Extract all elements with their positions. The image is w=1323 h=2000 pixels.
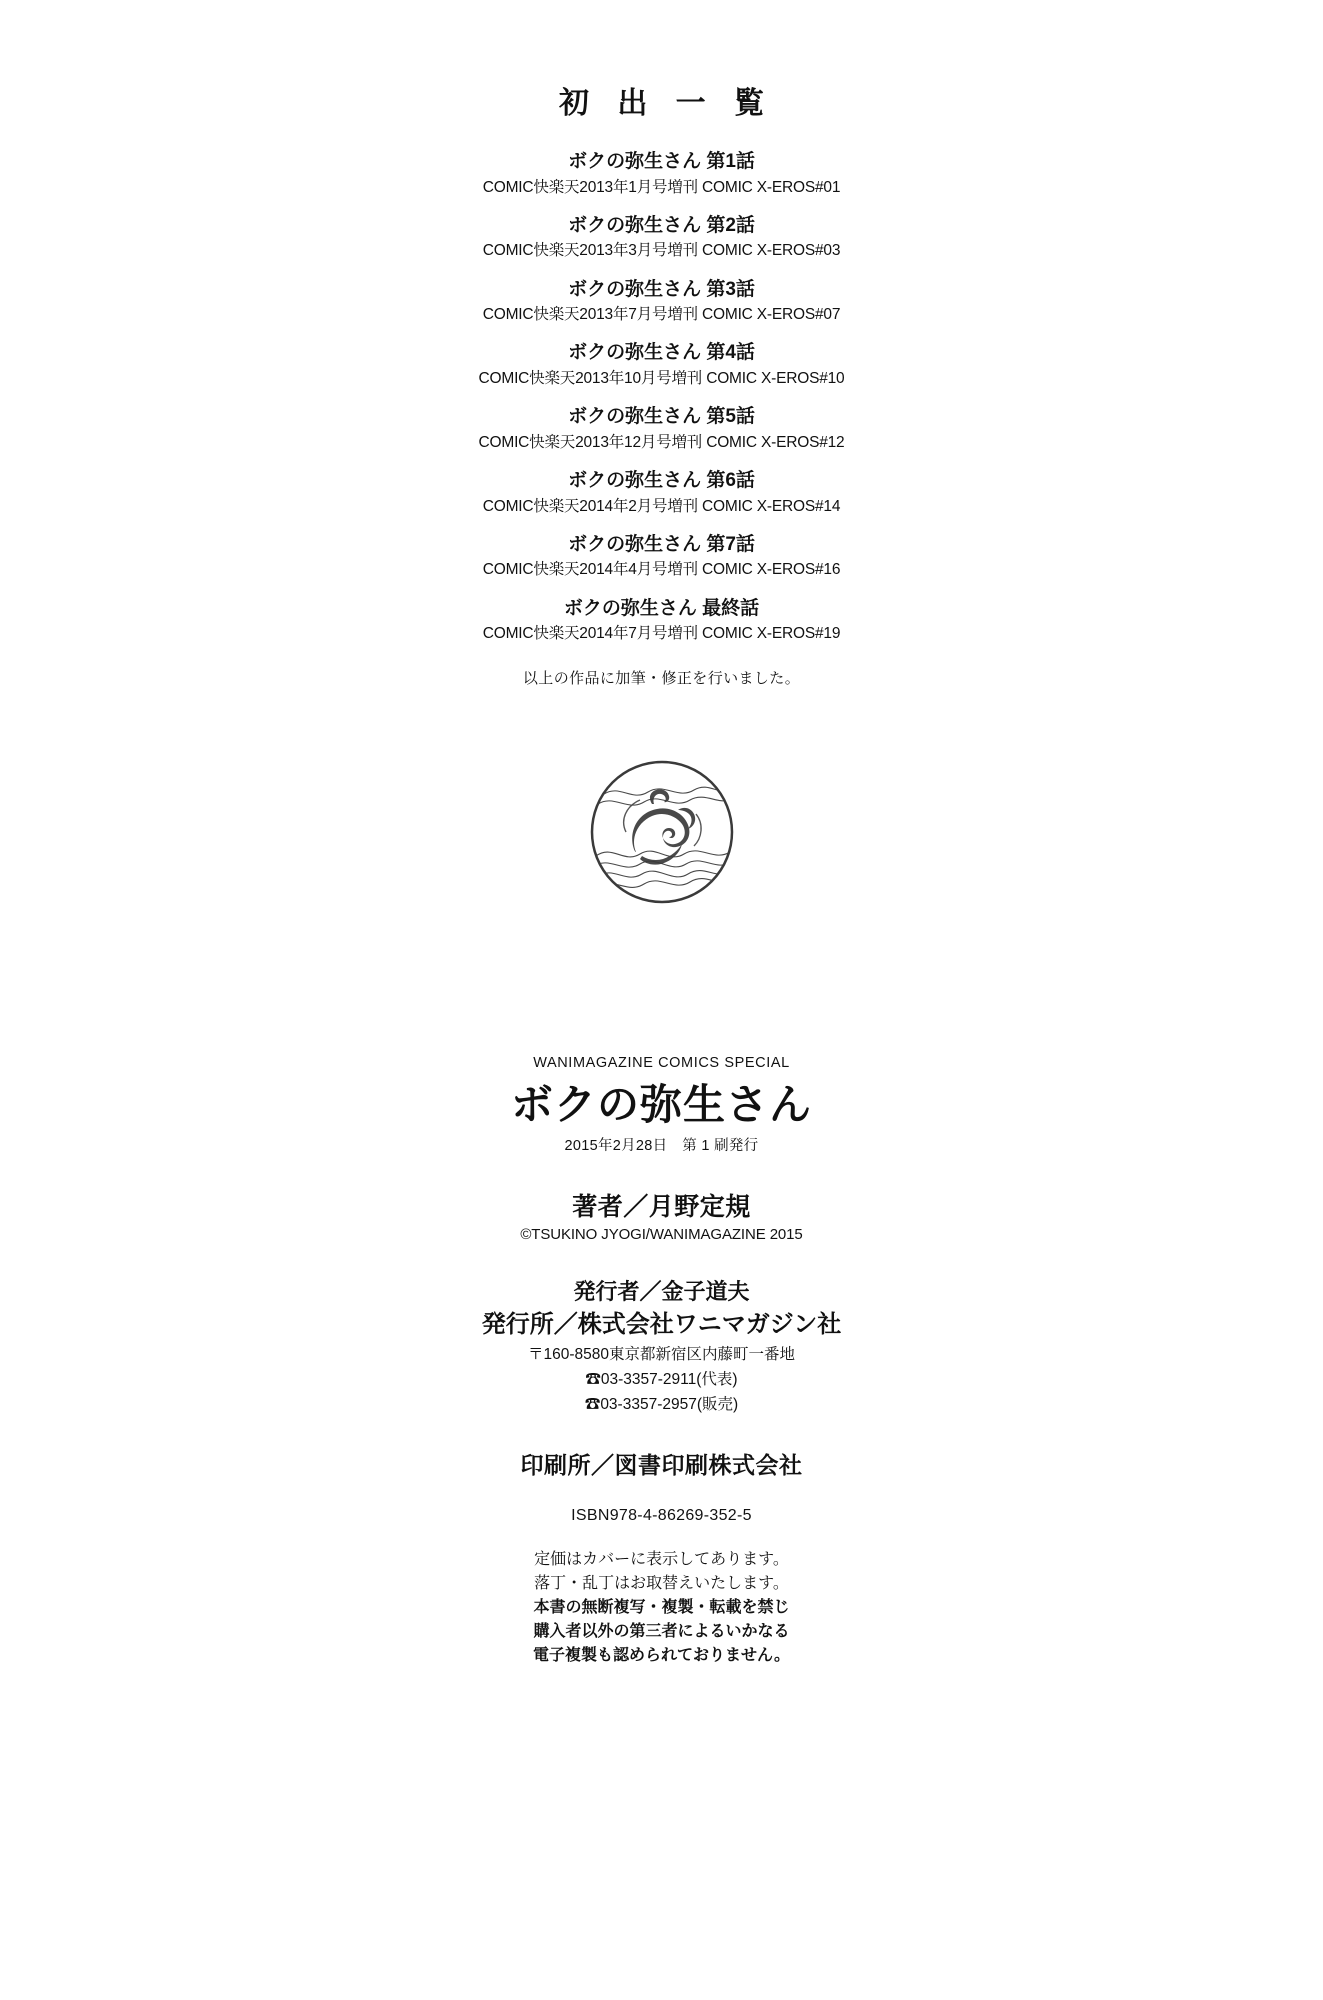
entry-title: ボクの弥生さん 第5話	[568, 406, 755, 428]
colophon-section	[0, 1055, 1323, 1668]
first-publication-heading: 初 出 一 覧	[558, 87, 774, 120]
notice-line: 定価はカバーに表示してあります。	[534, 1551, 789, 1569]
list-item	[0, 403, 1323, 454]
notice-line: 落丁・乱丁はお取替えいたします。	[534, 1575, 789, 1593]
list-item	[0, 467, 1323, 518]
entry-title: ボクの弥生さん 第3話	[568, 278, 755, 300]
printer-line: 印刷所／図書印刷株式会社	[520, 1452, 803, 1479]
entry-title: ボクの弥生さん 第1話	[568, 151, 755, 172]
publisher-person: 発行者／金子道夫	[573, 1279, 750, 1305]
notice-line: 購入者以外の第三者によるいかなる	[533, 1623, 790, 1641]
page-title: ボクの弥生さん	[510, 1081, 812, 1128]
entry-title: ボクの弥生さん 第4話	[568, 342, 755, 364]
entry-source: COMIC快楽天2013年1月号増刊 COMIC X-EROS#01	[482, 178, 841, 196]
copyright-line: ©TSUKINO JYOGI/WANIMAGAZINE 2015	[520, 1226, 803, 1244]
circular-dragon-emblem-icon	[590, 760, 734, 904]
list-item	[0, 148, 1323, 199]
entry-source: COMIC快楽天2013年12月号増刊 COMIC X-EROS#12	[478, 433, 845, 451]
entry-source: COMIC快楽天2013年10月号増刊 COMIC X-EROS#10	[478, 369, 845, 387]
list-item	[0, 595, 1323, 646]
notice-line: 本書の無断複写・複製・転載を禁じ	[533, 1599, 790, 1617]
entry-source: COMIC快楽天2014年4月号増刊 COMIC X-EROS#16	[482, 561, 841, 579]
entry-title: ボクの弥生さん 第2話	[568, 214, 755, 236]
author-line: 著者／月野定規	[572, 1193, 751, 1222]
publisher-tel-main: ☎03-3357-2911(代表)	[585, 1370, 738, 1388]
entry-source: COMIC快楽天2014年7月号増刊 COMIC X-EROS#19	[482, 625, 841, 643]
publisher-company: 発行所／株式会社ワニマガジン社	[481, 1311, 842, 1339]
first-publication-section	[0, 78, 1323, 688]
isbn-number: ISBN978-4-86269-352-5	[571, 1507, 752, 1525]
entry-source: COMIC快楽天2013年7月号増刊 COMIC X-EROS#07	[482, 306, 841, 324]
publication-date: 2015年2月28日 第 1 刷発行	[564, 1138, 759, 1155]
first-publication-note: 以上の作品に加筆・修正を行いました。	[522, 670, 801, 688]
notice-line: 電子複製も認められておりません。	[533, 1647, 790, 1665]
entry-title: ボクの弥生さん 最終話	[563, 597, 760, 619]
notices-block	[0, 1548, 1323, 1668]
entry-title: ボクの弥生さん 第6話	[568, 469, 755, 491]
publisher-block	[0, 1275, 1323, 1417]
list-item	[0, 276, 1323, 327]
series-label: WANIMAGAZINE COMICS SPECIAL	[533, 1055, 790, 1071]
entry-source: COMIC快楽天2014年2月号増刊 COMIC X-EROS#14	[482, 497, 841, 515]
list-item	[0, 339, 1323, 390]
publisher-tel-sales: ☎03-3357-2957(販売)	[584, 1395, 739, 1413]
list-item	[0, 531, 1323, 582]
list-item	[0, 212, 1323, 263]
publisher-address: 〒160-8580東京都新宿区内藤町一番地	[527, 1346, 795, 1364]
entry-source: COMIC快楽天2013年3月号増刊 COMIC X-EROS#03	[482, 242, 841, 260]
entry-title: ボクの弥生さん 第7話	[568, 533, 755, 555]
